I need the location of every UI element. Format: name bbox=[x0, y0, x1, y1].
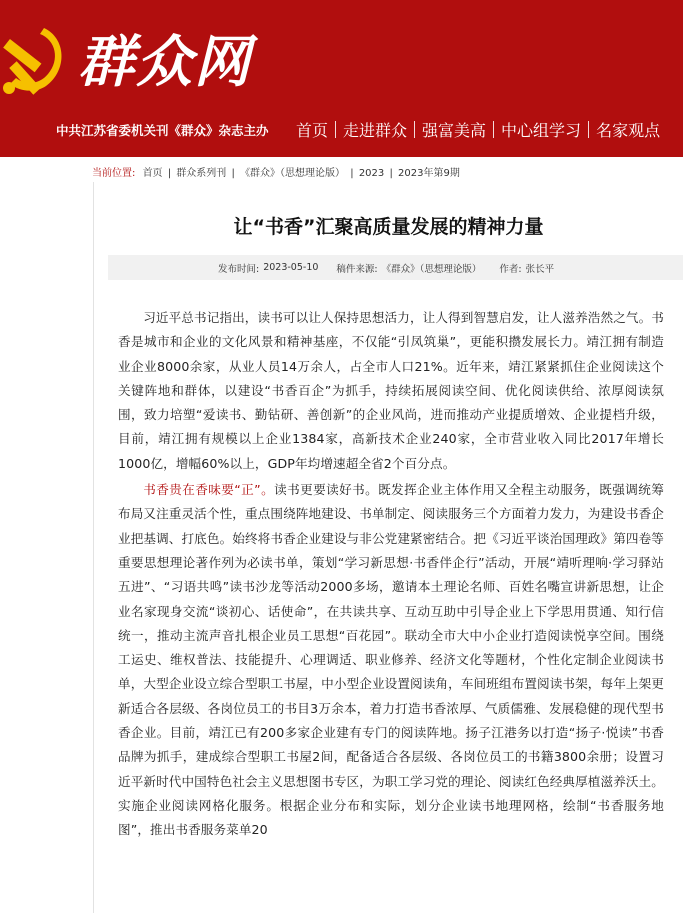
nav-item-home[interactable]: 首页 bbox=[296, 121, 329, 140]
site-tagline: 中共江苏省委机关刊《群众》杂志主办 bbox=[56, 123, 269, 138]
breadcrumb-label: 当前位置: bbox=[92, 168, 136, 179]
publish-date: 2023-05-10 bbox=[263, 262, 319, 273]
paragraph-highlight: 书香贵在香味要“正”。 bbox=[143, 482, 275, 498]
breadcrumb-issue[interactable]: 2023年第9期 bbox=[398, 168, 460, 179]
author-value: 张长平 bbox=[525, 263, 555, 275]
site-logo[interactable]: 群众网 bbox=[78, 29, 252, 95]
source-label: 稿件来源: bbox=[336, 263, 378, 275]
source-value: 《群众》（思想理论版） bbox=[381, 263, 482, 275]
nav-divider bbox=[588, 121, 589, 138]
nav-divider bbox=[335, 121, 336, 138]
content-border bbox=[93, 182, 94, 913]
nav-divider bbox=[414, 121, 415, 138]
site-header bbox=[0, 0, 683, 157]
main-nav bbox=[289, 118, 667, 141]
author-label: 作者: bbox=[499, 263, 522, 275]
nav-item-experts[interactable]: 名家观点 bbox=[596, 121, 661, 140]
article-meta bbox=[108, 255, 683, 280]
breadcrumb-series[interactable]: 群众系列刊 bbox=[176, 168, 227, 179]
breadcrumb-home[interactable]: 首页 bbox=[142, 168, 163, 179]
paragraph-text: 读书更要读好书。既发挥企业主体作用又全程主动服务，既强调统筹布局又注重灵活个性，重点围绕阵地建设、书单制定、阅读服务三个方面着力发力，为建设书香企业把基调、打底色。始终将书香企业建设与非公党建紧密结合。把《习近平谈治国理政》第四卷等重要思想理论著作列为必读书单，策划“学习新思想·书香伴企行”活动，开展“靖听理响·学习驿站五进”、“习语共鸣”读书沙龙等活动2000多场，邀请本土理论名师、百姓名嘴宣讲新思想，让企业名家现身交流“谈初心、话使命”，在共读共享、互动互助中引导企业上下学思用贯通、知行信统一，推动主流声音扎根企业员工思想“百花园”。联动全市大中小企业打造阅读悦享空间。围绕工运史、维权普法、技能提升、心理调适、职业修养、经济文化等题材，个性化定制企业阅读书单，大型企业设立综合型职工书屋，中小型企业设置阅读角，车间班组布置阅读书架，每年上架更新适合各层级、各岗位员工的书目3万余本，着力打造书香浓厚、气质儒雅、发展稳健的现代型书香企业。目前，靖江已有200多家企业建有专门的阅读阵地。扬子江港务以打造“扬子·悦读”书香品牌为抓手，建成综合型职工书屋2间，配备适合各层级、各岗位员工的书籍3800余册；设置习近平新时代中国特色社会主义思想图书专区，为职工学习党的理论、阅读红色经典厚植滋养沃土。实施企业阅读网格化服务。根据企业分布和实际，划分企业读书地理网格，绘制“书香服务地图”，推出书香服务菜单20 bbox=[118, 482, 664, 838]
paragraph: 习近平总书记指出，读书可以让人保持思想活力，让人得到智慧启发，让人滋养浩然之气。书香是城市和企业的文化风景和精神基座，不仅能“引凤筑巢”，更能积攒发展长力。靖江拥有制造业企业8000余家，从业人员14万余人，占全市人口21%。近年来，靖江紧紧抓住企业阅读这个关键阵地和群体，以建设“书香百企”为抓手，持续拓展阅读空间、优化阅读供给、浓厚阅读氛围，致力培塑“爱读书、勤钻研、善创新”的企业风尚，进而推动产业提质增效、企业提档升级，目前，靖江拥有规模以上企业1384家，高新技术企业240家，全市营业收入同比2017年增长1000亿，增幅60%以上，GDP年均增速超全省2个百分点。 bbox=[118, 310, 664, 471]
nav-divider bbox=[493, 121, 494, 138]
nav-item-study[interactable]: 中心组学习 bbox=[501, 121, 582, 140]
article-title: 让“书香”汇聚高质量发展的精神力量 bbox=[233, 216, 544, 238]
party-emblem-icon bbox=[0, 20, 72, 100]
publish-label: 发布时间: bbox=[218, 263, 260, 275]
article-body bbox=[118, 306, 664, 845]
paragraph bbox=[118, 478, 664, 842]
breadcrumb: 当前位置: 首页 | 群众系列刊 | 《群众》（思想理论版） | 2023 | 2023年第9期 bbox=[92, 168, 460, 179]
nav-item-qiangfu[interactable]: 强富美高 bbox=[422, 121, 487, 140]
nav-item-about[interactable]: 走进群众 bbox=[343, 121, 408, 140]
breadcrumb-year[interactable]: 2023 bbox=[358, 168, 385, 179]
breadcrumb-journal[interactable]: 《群众》（思想理论版） bbox=[240, 168, 346, 179]
